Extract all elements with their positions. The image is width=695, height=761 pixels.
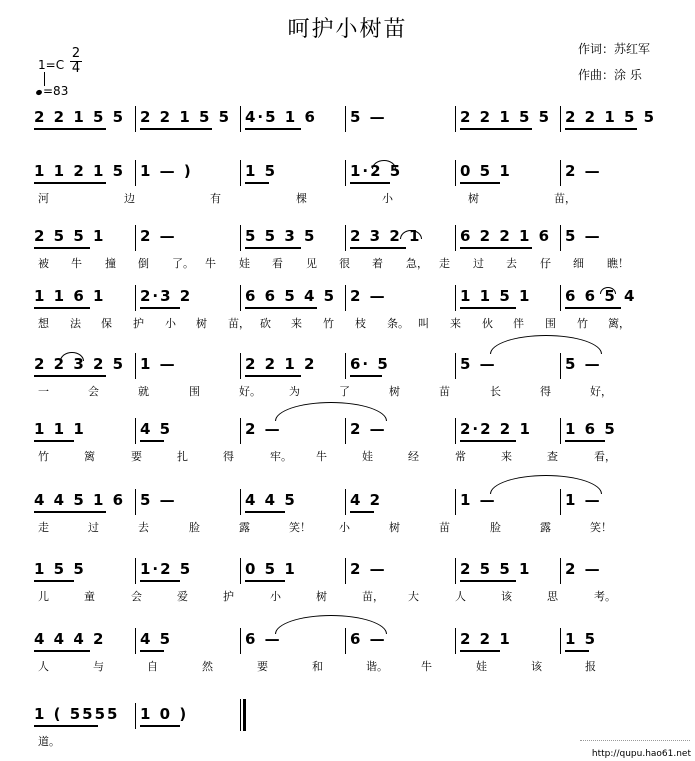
composer-credit: 作曲：涂 乐 — [578, 68, 642, 82]
barline — [345, 353, 346, 379]
measure: 2 — — [140, 227, 177, 245]
underline-beam — [140, 128, 212, 130]
barline — [455, 353, 456, 379]
barline — [560, 628, 561, 654]
lyric-syllable: 篱， — [608, 317, 630, 330]
lyric-syllable: 笑！ — [289, 521, 311, 534]
lyric-syllable: 查 — [547, 450, 558, 463]
barline — [135, 628, 136, 654]
measure: 1 5 5 — [34, 560, 86, 578]
footer-url: http://qupu.hao61.net — [591, 749, 691, 759]
underline-beam — [34, 650, 90, 652]
lyric-syllable: 人 — [455, 590, 466, 603]
lyric-syllable: 伙 — [482, 317, 493, 330]
lyric-syllable: 砍 — [260, 317, 271, 330]
measure: 4 4 5 1 6 — [34, 491, 126, 509]
measure: 6 2 2 1 6 — [460, 227, 552, 245]
lyric-syllable: 想 — [38, 317, 49, 330]
time-sig-bottom: 4 — [71, 61, 81, 76]
lyric-syllable: 来 — [291, 317, 302, 330]
measure: 2 — — [565, 560, 602, 578]
underline-beam — [245, 375, 301, 377]
lyric-syllable: 去 — [138, 521, 149, 534]
lyric-syllable: 棵 — [296, 192, 307, 205]
barline — [240, 353, 241, 379]
lyric-syllable: 叫 — [418, 317, 429, 330]
lyric-syllable: 小 — [339, 521, 350, 534]
lyric-syllable: 撞 — [105, 257, 116, 270]
lyric-syllable: 小 — [382, 192, 393, 205]
measure: 2 5 5 1 — [460, 560, 532, 578]
barline — [560, 160, 561, 186]
underline-beam — [460, 307, 516, 309]
lyric-syllable: 竹 — [577, 317, 588, 330]
measure: 1 — ) — [140, 162, 193, 180]
barline — [135, 225, 136, 251]
measure: 6 — — [350, 630, 387, 648]
lyric-syllable: 河 — [38, 192, 49, 205]
final-barline — [240, 699, 241, 731]
barline — [240, 225, 241, 251]
barline — [240, 558, 241, 584]
measure: 1·2 5 — [140, 560, 193, 578]
lyric-syllable: 得 — [540, 385, 551, 398]
barline — [455, 489, 456, 515]
lyric-syllable: 得 — [223, 450, 234, 463]
measure: 4 4 5 — [245, 491, 297, 509]
lyric-syllable: 树 — [468, 192, 479, 205]
measure: 4 4 4 2 — [34, 630, 106, 648]
underline-beam — [245, 182, 269, 184]
barline — [345, 285, 346, 311]
barline — [135, 558, 136, 584]
score-row — [0, 491, 695, 561]
lyric-syllable: 爱 — [177, 590, 188, 603]
barline — [560, 418, 561, 444]
barline — [455, 285, 456, 311]
measure: 2 2 1 2 — [245, 355, 317, 373]
measure: 2 — — [350, 287, 387, 305]
lyric-syllable: 考。 — [594, 590, 616, 603]
lyric-syllable: 儿 — [38, 590, 49, 603]
lyric-syllable: 很 — [339, 257, 350, 270]
lyric-syllable: 倒 — [138, 257, 149, 270]
barline — [240, 160, 241, 186]
measure: 2 2 1 5 5 — [140, 108, 232, 126]
lyric-syllable: 看 — [272, 257, 283, 270]
underline-beam — [34, 128, 106, 130]
underline-beam — [245, 580, 285, 582]
song-title: 呵护小树苗 — [287, 17, 408, 42]
measure: 2 2 1 — [460, 630, 512, 648]
score-row — [0, 162, 695, 232]
measure: 2 — — [350, 560, 387, 578]
lyric-syllable: 了 — [339, 385, 350, 398]
tempo-value: =83 — [43, 84, 69, 98]
lyric-syllable: 报 — [585, 660, 596, 673]
lyric-syllable: 自 — [147, 660, 158, 673]
measure: 2 — — [245, 420, 282, 438]
underline-beam — [34, 440, 74, 442]
measure: 1 — — [565, 491, 602, 509]
final-barline — [243, 699, 246, 731]
measure: 2 2 1 5 5 — [460, 108, 552, 126]
lyric-syllable: 经 — [408, 450, 419, 463]
lyric-syllable: 就 — [138, 385, 149, 398]
score-row — [0, 705, 695, 761]
underline-beam — [245, 511, 285, 513]
measure: 5 — — [140, 491, 177, 509]
time-signature — [70, 47, 82, 76]
measure: 2·2 2 1 — [460, 420, 532, 438]
lyricist-credit: 作词：苏红军 — [578, 42, 651, 56]
lyric-syllable: 了。 — [172, 257, 194, 270]
lyric-syllable: 牛 — [71, 257, 82, 270]
lyric-syllable: 有 — [210, 192, 221, 205]
barline — [455, 160, 456, 186]
underline-beam — [34, 725, 98, 727]
measure: 0 5 1 — [460, 162, 512, 180]
lyric-syllable: 与 — [93, 660, 104, 673]
underline-beam — [245, 307, 317, 309]
measure: 5 — — [460, 355, 497, 373]
barline — [345, 225, 346, 251]
barline — [135, 106, 136, 132]
measure: 1 ( 5555 — [34, 705, 120, 723]
lyric-syllable: 扎 — [177, 450, 188, 463]
lyric-syllable: 要 — [131, 450, 142, 463]
measure: 5 — — [350, 108, 387, 126]
measure: 6 — — [245, 630, 282, 648]
underline-beam — [460, 182, 500, 184]
measure: 1 0 ) — [140, 705, 189, 723]
lyric-syllable: 走 — [38, 521, 49, 534]
barline — [240, 106, 241, 132]
lyric-syllable: 保 — [101, 317, 112, 330]
barline — [455, 106, 456, 132]
barline — [345, 418, 346, 444]
lyric-syllable: 竹 — [38, 450, 49, 463]
underline-beam — [565, 307, 621, 309]
measure: 2 2 3 2 5 — [34, 355, 126, 373]
lyric-syllable: 牢。 — [270, 450, 292, 463]
measure: 4·5 1 6 — [245, 108, 317, 126]
underline-beam — [140, 440, 164, 442]
measure: 1 1 2 1 5 — [34, 162, 126, 180]
lyric-syllable: 篱 — [84, 450, 95, 463]
lyric-syllable: 仔 — [540, 257, 551, 270]
measure: 6 6 5 4 5 — [245, 287, 337, 305]
barline — [135, 489, 136, 515]
underline-beam — [34, 580, 74, 582]
lyric-syllable: 娃 — [239, 257, 250, 270]
lyric-syllable: 笑！ — [590, 521, 612, 534]
key-signature: 1=C — [38, 58, 65, 72]
measure: 1 1 6 1 — [34, 287, 106, 305]
underline-beam — [350, 182, 390, 184]
lyric-syllable: 苗， — [228, 317, 250, 330]
lyric-syllable: 边 — [124, 192, 135, 205]
lyric-syllable: 谐。 — [366, 660, 388, 673]
measure: 4 2 — [350, 491, 383, 509]
lyric-syllable: 枝 — [355, 317, 366, 330]
lyric-syllable: 树 — [196, 317, 207, 330]
lyric-syllable: 树 — [316, 590, 327, 603]
lyric-syllable: 见 — [306, 257, 317, 270]
lyric-syllable: 走 — [439, 257, 450, 270]
measure: 2 — — [565, 162, 602, 180]
lyric-syllable: 思 — [547, 590, 558, 603]
underline-beam — [140, 580, 180, 582]
lyric-syllable: 被 — [38, 257, 49, 270]
measure: 0 5 1 — [245, 560, 297, 578]
lyric-syllable: 伴 — [513, 317, 524, 330]
tempo-marking — [36, 84, 68, 98]
barline — [455, 418, 456, 444]
measure: 5 — — [565, 355, 602, 373]
underline-beam — [565, 440, 605, 442]
barline — [240, 489, 241, 515]
lyric-syllable: 会 — [88, 385, 99, 398]
barline — [135, 353, 136, 379]
lyric-syllable: 护 — [223, 590, 234, 603]
barline — [560, 353, 561, 379]
lyric-syllable: 护 — [133, 317, 144, 330]
underline-beam — [34, 307, 90, 309]
underline-beam — [140, 307, 180, 309]
lyric-syllable: 牛 — [316, 450, 327, 463]
underline-beam — [460, 128, 532, 130]
lyric-syllable: 急， — [406, 257, 428, 270]
lyric-syllable: 着 — [372, 257, 383, 270]
measure: 1 — — [460, 491, 497, 509]
footer-rule — [580, 740, 690, 741]
barline — [560, 225, 561, 251]
lyric-syllable: 牛 — [205, 257, 216, 270]
measure: 1·2 5 — [350, 162, 403, 180]
lyric-syllable: 瞧！ — [607, 257, 629, 270]
barline — [345, 558, 346, 584]
underline-beam — [245, 247, 301, 249]
lyric-syllable: 树 — [389, 385, 400, 398]
barline — [135, 160, 136, 186]
lyric-syllable: 苗， — [554, 192, 576, 205]
barline — [135, 285, 136, 311]
lyric-syllable: 为 — [289, 385, 300, 398]
barline — [240, 628, 241, 654]
lyric-syllable: 该 — [531, 660, 542, 673]
lyric-syllable: 和 — [312, 660, 323, 673]
quarter-note-icon — [35, 89, 42, 96]
underline-beam — [350, 375, 382, 377]
lyric-syllable: 人 — [38, 660, 49, 673]
lyric-syllable: 苗 — [439, 385, 450, 398]
lyric-syllable: 过 — [88, 521, 99, 534]
underline-beam — [245, 128, 301, 130]
underline-beam — [34, 511, 106, 513]
underline-beam — [565, 650, 589, 652]
lyric-syllable: 大 — [408, 590, 419, 603]
lyric-syllable: 树 — [389, 521, 400, 534]
measure: 2 3 2 1 — [350, 227, 422, 245]
lyric-syllable: 脸 — [189, 521, 200, 534]
measure: 2 5 5 1 — [34, 227, 106, 245]
measure: 1 6 5 — [565, 420, 617, 438]
barline — [560, 285, 561, 311]
lyric-syllable: 好， — [590, 385, 612, 398]
measure: 1 1 1 — [34, 420, 86, 438]
barline — [560, 558, 561, 584]
lyric-syllable: 去 — [506, 257, 517, 270]
lyric-syllable: 苗， — [362, 590, 384, 603]
measure: 1 5 — [565, 630, 598, 648]
lyric-syllable: 苗 — [439, 521, 450, 534]
underline-beam — [350, 511, 374, 513]
barline — [135, 418, 136, 444]
measure: 2 2 1 5 5 — [565, 108, 657, 126]
lyric-syllable: 要 — [257, 660, 268, 673]
measure: 6 6 5 4 — [565, 287, 637, 305]
score-row — [0, 630, 695, 700]
lyric-syllable: 道。 — [38, 735, 60, 748]
lyric-syllable: 竹 — [323, 317, 334, 330]
measure: 1 — — [140, 355, 177, 373]
underline-beam — [140, 650, 164, 652]
measure: 6· 5 — [350, 355, 390, 373]
lyric-syllable: 露 — [239, 521, 250, 534]
measure: 5 — — [565, 227, 602, 245]
underline-beam — [34, 182, 106, 184]
measure: 2 — — [350, 420, 387, 438]
barline — [240, 418, 241, 444]
underline-beam — [34, 375, 106, 377]
lyric-syllable: 来 — [450, 317, 461, 330]
lyric-syllable: 娃 — [476, 660, 487, 673]
measure: 4 5 — [140, 630, 173, 648]
lyric-syllable: 牛 — [421, 660, 432, 673]
lyric-syllable: 会 — [131, 590, 142, 603]
measure: 4 5 — [140, 420, 173, 438]
barline — [240, 285, 241, 311]
barline — [455, 558, 456, 584]
measure: 1 5 — [245, 162, 278, 180]
lyric-syllable: 一 — [38, 385, 49, 398]
time-sig-top: 2 — [71, 46, 81, 61]
lyric-syllable: 小 — [165, 317, 176, 330]
underline-beam — [460, 650, 500, 652]
barline — [455, 628, 456, 654]
barline — [345, 160, 346, 186]
barline — [345, 106, 346, 132]
lyric-syllable: 常 — [455, 450, 466, 463]
barline — [135, 703, 136, 729]
underline-beam — [565, 128, 637, 130]
underline-beam — [460, 247, 532, 249]
lyric-syllable: 脸 — [490, 521, 501, 534]
score-row — [0, 420, 695, 490]
lyric-syllable: 细 — [573, 257, 584, 270]
lyric-syllable: 围 — [545, 317, 556, 330]
lyric-syllable: 看， — [594, 450, 616, 463]
lyric-syllable: 条。 — [387, 317, 409, 330]
measure: 2·3 2 — [140, 287, 193, 305]
lyric-syllable: 围 — [189, 385, 200, 398]
lyric-syllable: 该 — [501, 590, 512, 603]
lyric-syllable: 然 — [202, 660, 213, 673]
lyric-syllable: 露 — [540, 521, 551, 534]
lyric-syllable: 法 — [70, 317, 81, 330]
lyric-syllable: 娃 — [362, 450, 373, 463]
underline-beam — [460, 440, 516, 442]
underline-beam — [350, 247, 406, 249]
slur-arc — [600, 287, 616, 294]
measure: 2 2 1 5 5 — [34, 108, 126, 126]
lyric-syllable: 过 — [473, 257, 484, 270]
lyric-syllable: 童 — [84, 590, 95, 603]
measure: 5 5 3 5 — [245, 227, 317, 245]
underline-beam — [460, 580, 516, 582]
barline — [455, 225, 456, 251]
underline-beam — [34, 247, 90, 249]
barline — [345, 489, 346, 515]
barline — [560, 106, 561, 132]
lyric-syllable: 好。 — [239, 385, 261, 398]
underline-beam — [140, 725, 180, 727]
lyric-syllable: 长 — [490, 385, 501, 398]
lyric-syllable: 来 — [501, 450, 512, 463]
lyric-syllable: 小 — [270, 590, 281, 603]
measure: 1 1 5 1 — [460, 287, 532, 305]
